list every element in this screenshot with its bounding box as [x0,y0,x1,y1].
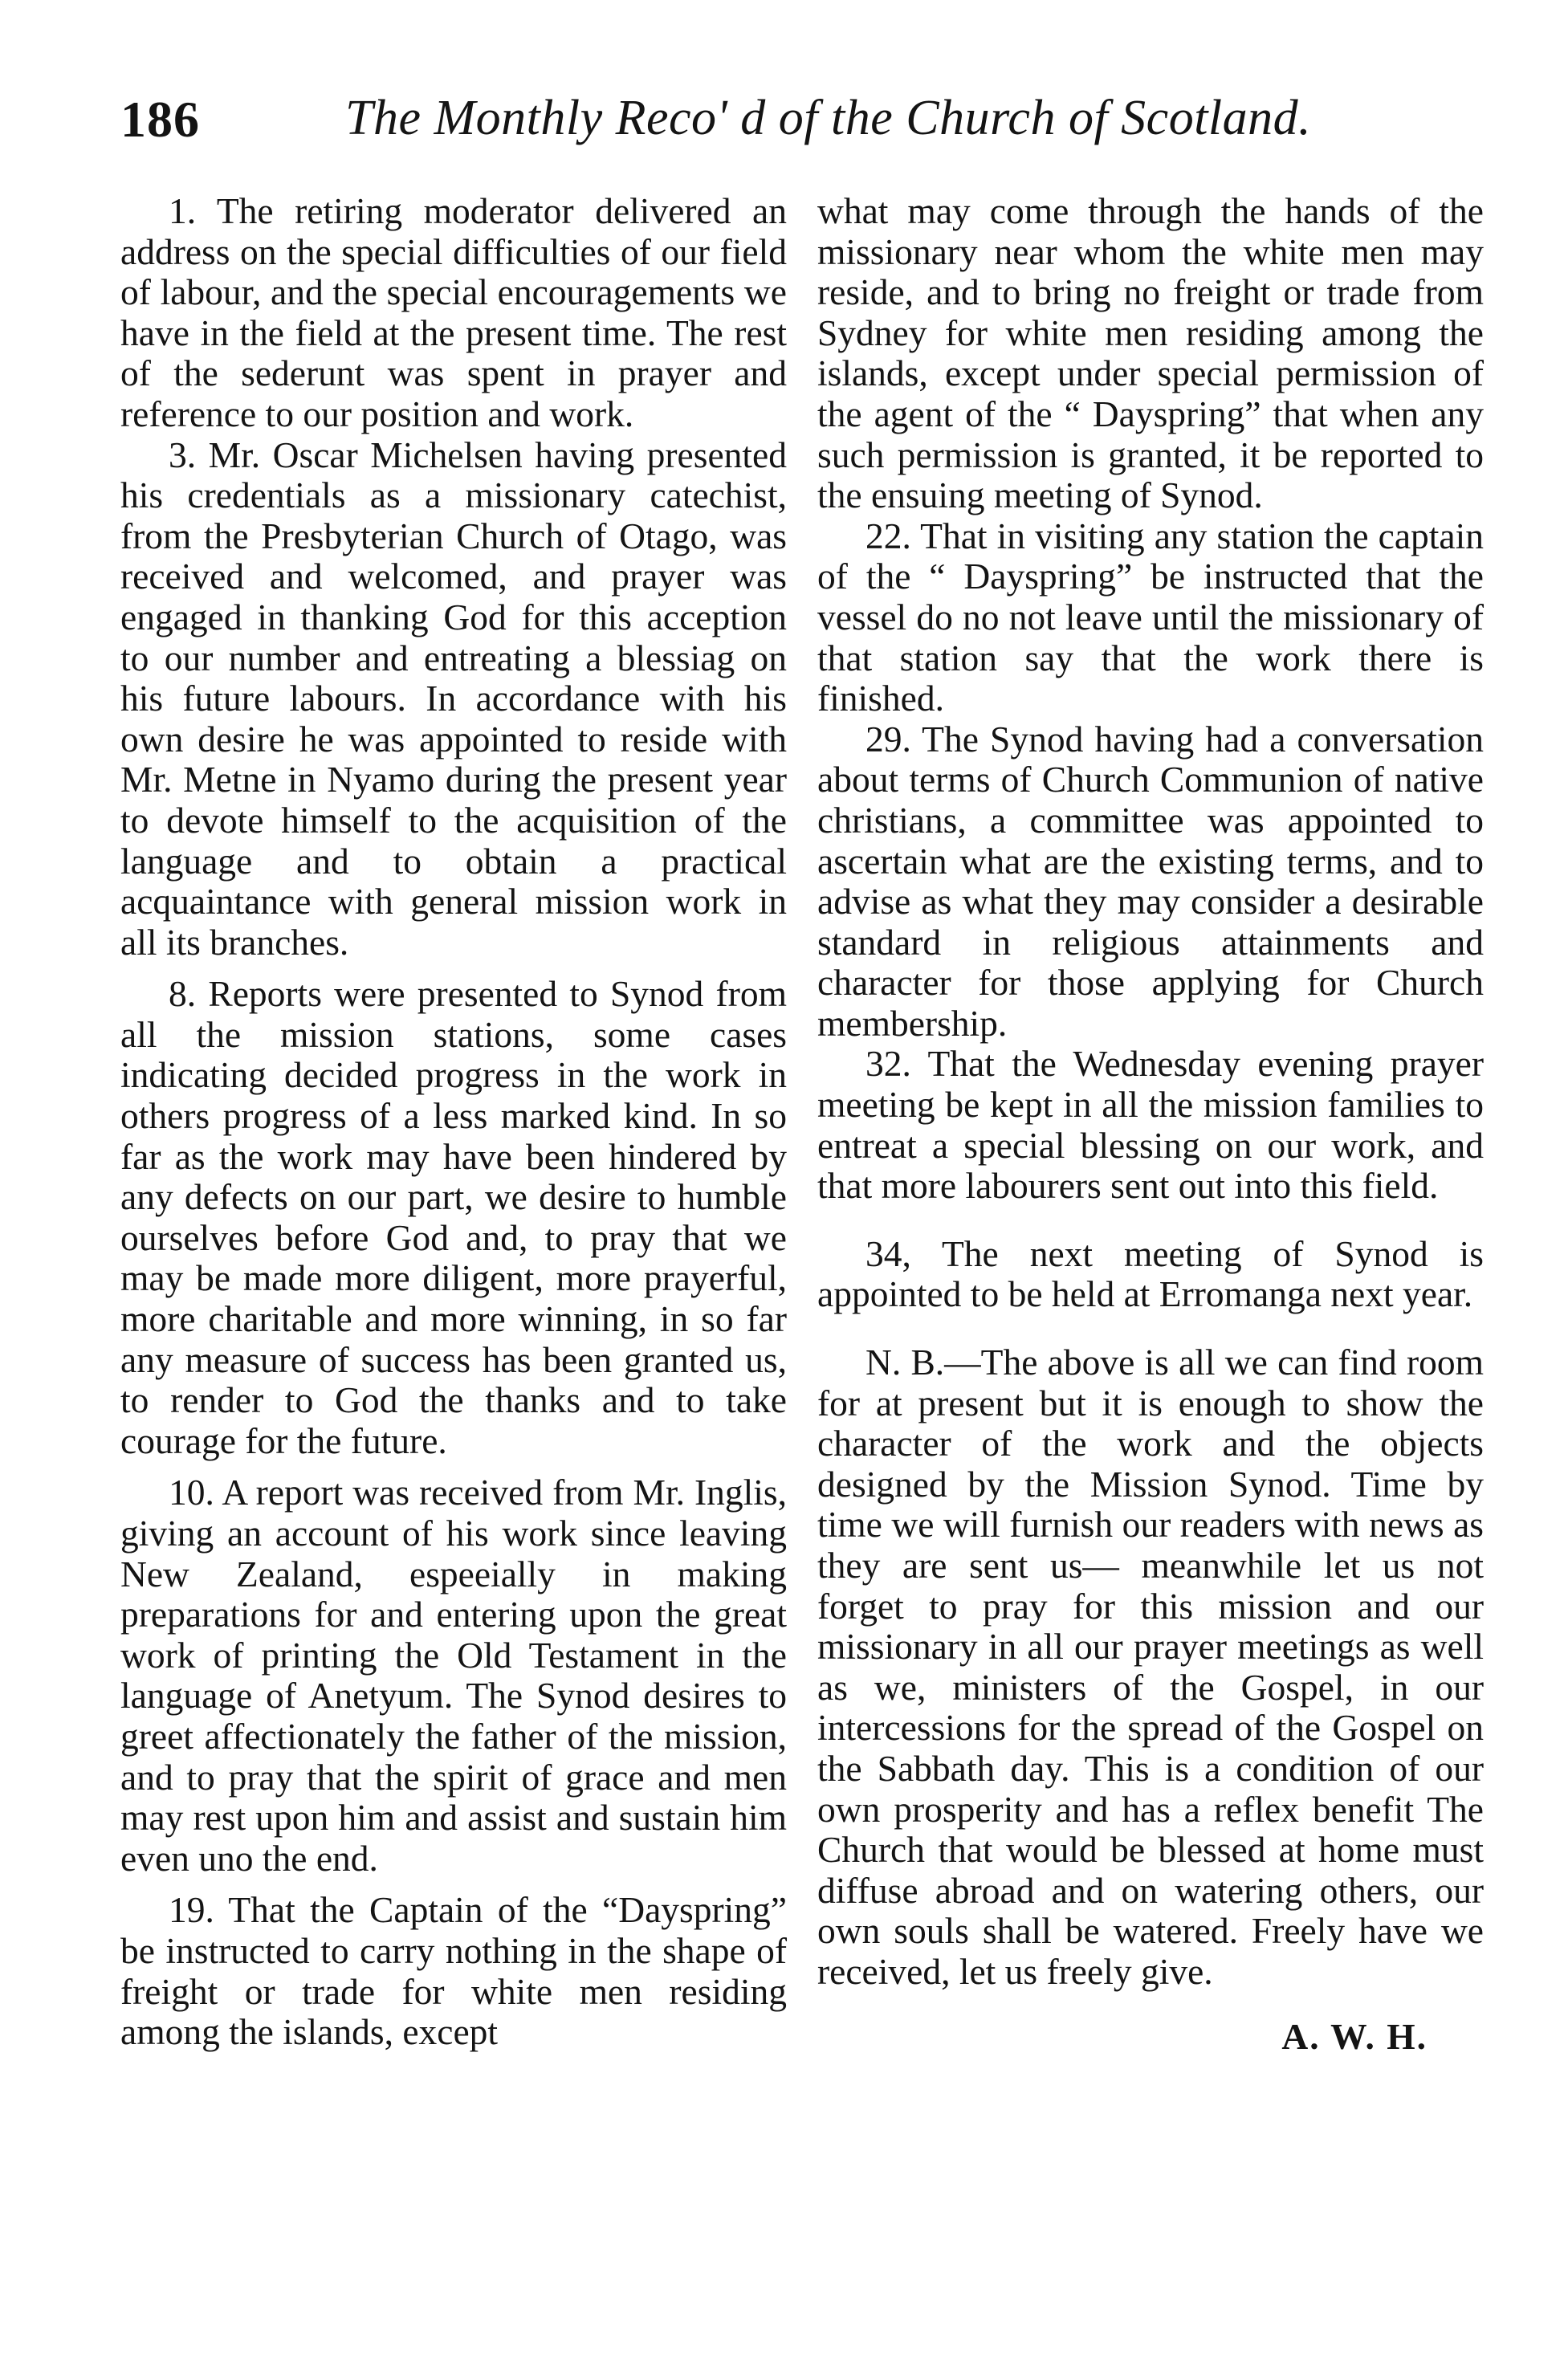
paragraph-item-19: 19. That the Captain of the “Dayspring” be instructed to carry nothing in the shape of freight or trade for white men residing among the islands, except [120,1889,787,2053]
paragraph-item-34: 34, The next meeting of Synod is appointed to be held at Erromanga next year. [817,1232,1484,1315]
page-header [120,90,1312,162]
paragraph-item-19-continued: what may come through the hands of the missionary near whom the white men may reside, and to bring no freight or trade from Sydney for white men residing among the islands, except under special permission of the agent of the “ Dayspring” that when any such permission is granted, it be reported to the ensuing meeting of Synod. [817,190,1484,516]
paragraph-item-1: 1. The retiring moderator delivered an address on the special difficulties of our field of labour, and the special encouragements we have in the field at the present time. The rest of the sederunt was spent in prayer and reference to our position and work. [120,190,787,434]
right-column [817,191,1484,2057]
paragraph-item-8: 8. Reports were presented to Synod from all the mission stations, some cases indicating decided progress in the work in others progress of a less marked kind. In so far as the work may have been hindered by any defects on our part, we desire to humble ourselves before God and, to pray that we may be made more diligent, more prayerful, more charitable and more winning, in so far any measure of success has been granted us, to render to God the thanks and to take courage for the future. [120,973,787,1461]
page-number: 186 [120,91,200,148]
signature: A. W. H. [1281,2015,1427,2057]
running-title: The Monthly Reco' d of the Church of Scotland. [345,91,1312,145]
paragraph-item-10: 10. A report was received from Mr. Inglis, giving an account of his work since leaving New Zealand, espeeially in making preparations for and entering upon the great work of printing the Old Testament in the language of Anetyum. The Synod desires to greet affectionately the father of the mission, and to pray that the spirit of grace and men may rest upon him and assist and sustain him even uno the end. [120,1472,787,1879]
paragraph-item-3: 3. Mr. Oscar Michelsen having presented his credentials as a missionary catechist, from the Presbyterian Church of Otago, was received and welcomed, and prayer was engaged in thanking God for this acception to our number and entreating a blessiag on his future labours. In accordance with his own desire he was appointed to reside with Mr. Metne in Nyamo during the present year to devote himself to the acquisition of the language and to obtain a practical acquaintance with general mission work in all its branches. [120,434,787,963]
left-column [120,191,787,2053]
paragraph-item-32: 32. That the Wednesday evening prayer meeting be kept in all the mission families to entreat a special blessing on our work, and that more labourers sent out into this field. [817,1043,1484,1207]
paragraph-item-22: 22. That in visiting any station the captain of the “ Dayspring” be instructed that the vessel do no not leave until the missionary of that station say that the work there is finished. [817,515,1484,719]
paragraph-item-29: 29. The Synod having had a conversation about terms of Church Communion of native christians, a committee was appointed to ascertain what are the existing terms, and to advise as what they may consider a desirable standard in religious attainments and character for those applying for Church membership. [817,718,1484,1044]
paragraph-note: N. B.—The above is all we can find room for at present but it is enough to show the character of the work and the objects designed by the Mission Synod. Time by time we will furnish our readers with news as they are sent us— meanwhile let us not forget to pray for this mission and our missionary in all our prayer meetings as well as we, ministers of the Gospel, in our intercessions for the spread of the Gospel on the Sabbath day. This is a condition of our own prosperity and has a reflex benefit The Church that would be blessed at home must diffuse abroad and on watering others, our own souls shall be watered. Freely have we received, let us freely give. [817,1342,1484,1992]
